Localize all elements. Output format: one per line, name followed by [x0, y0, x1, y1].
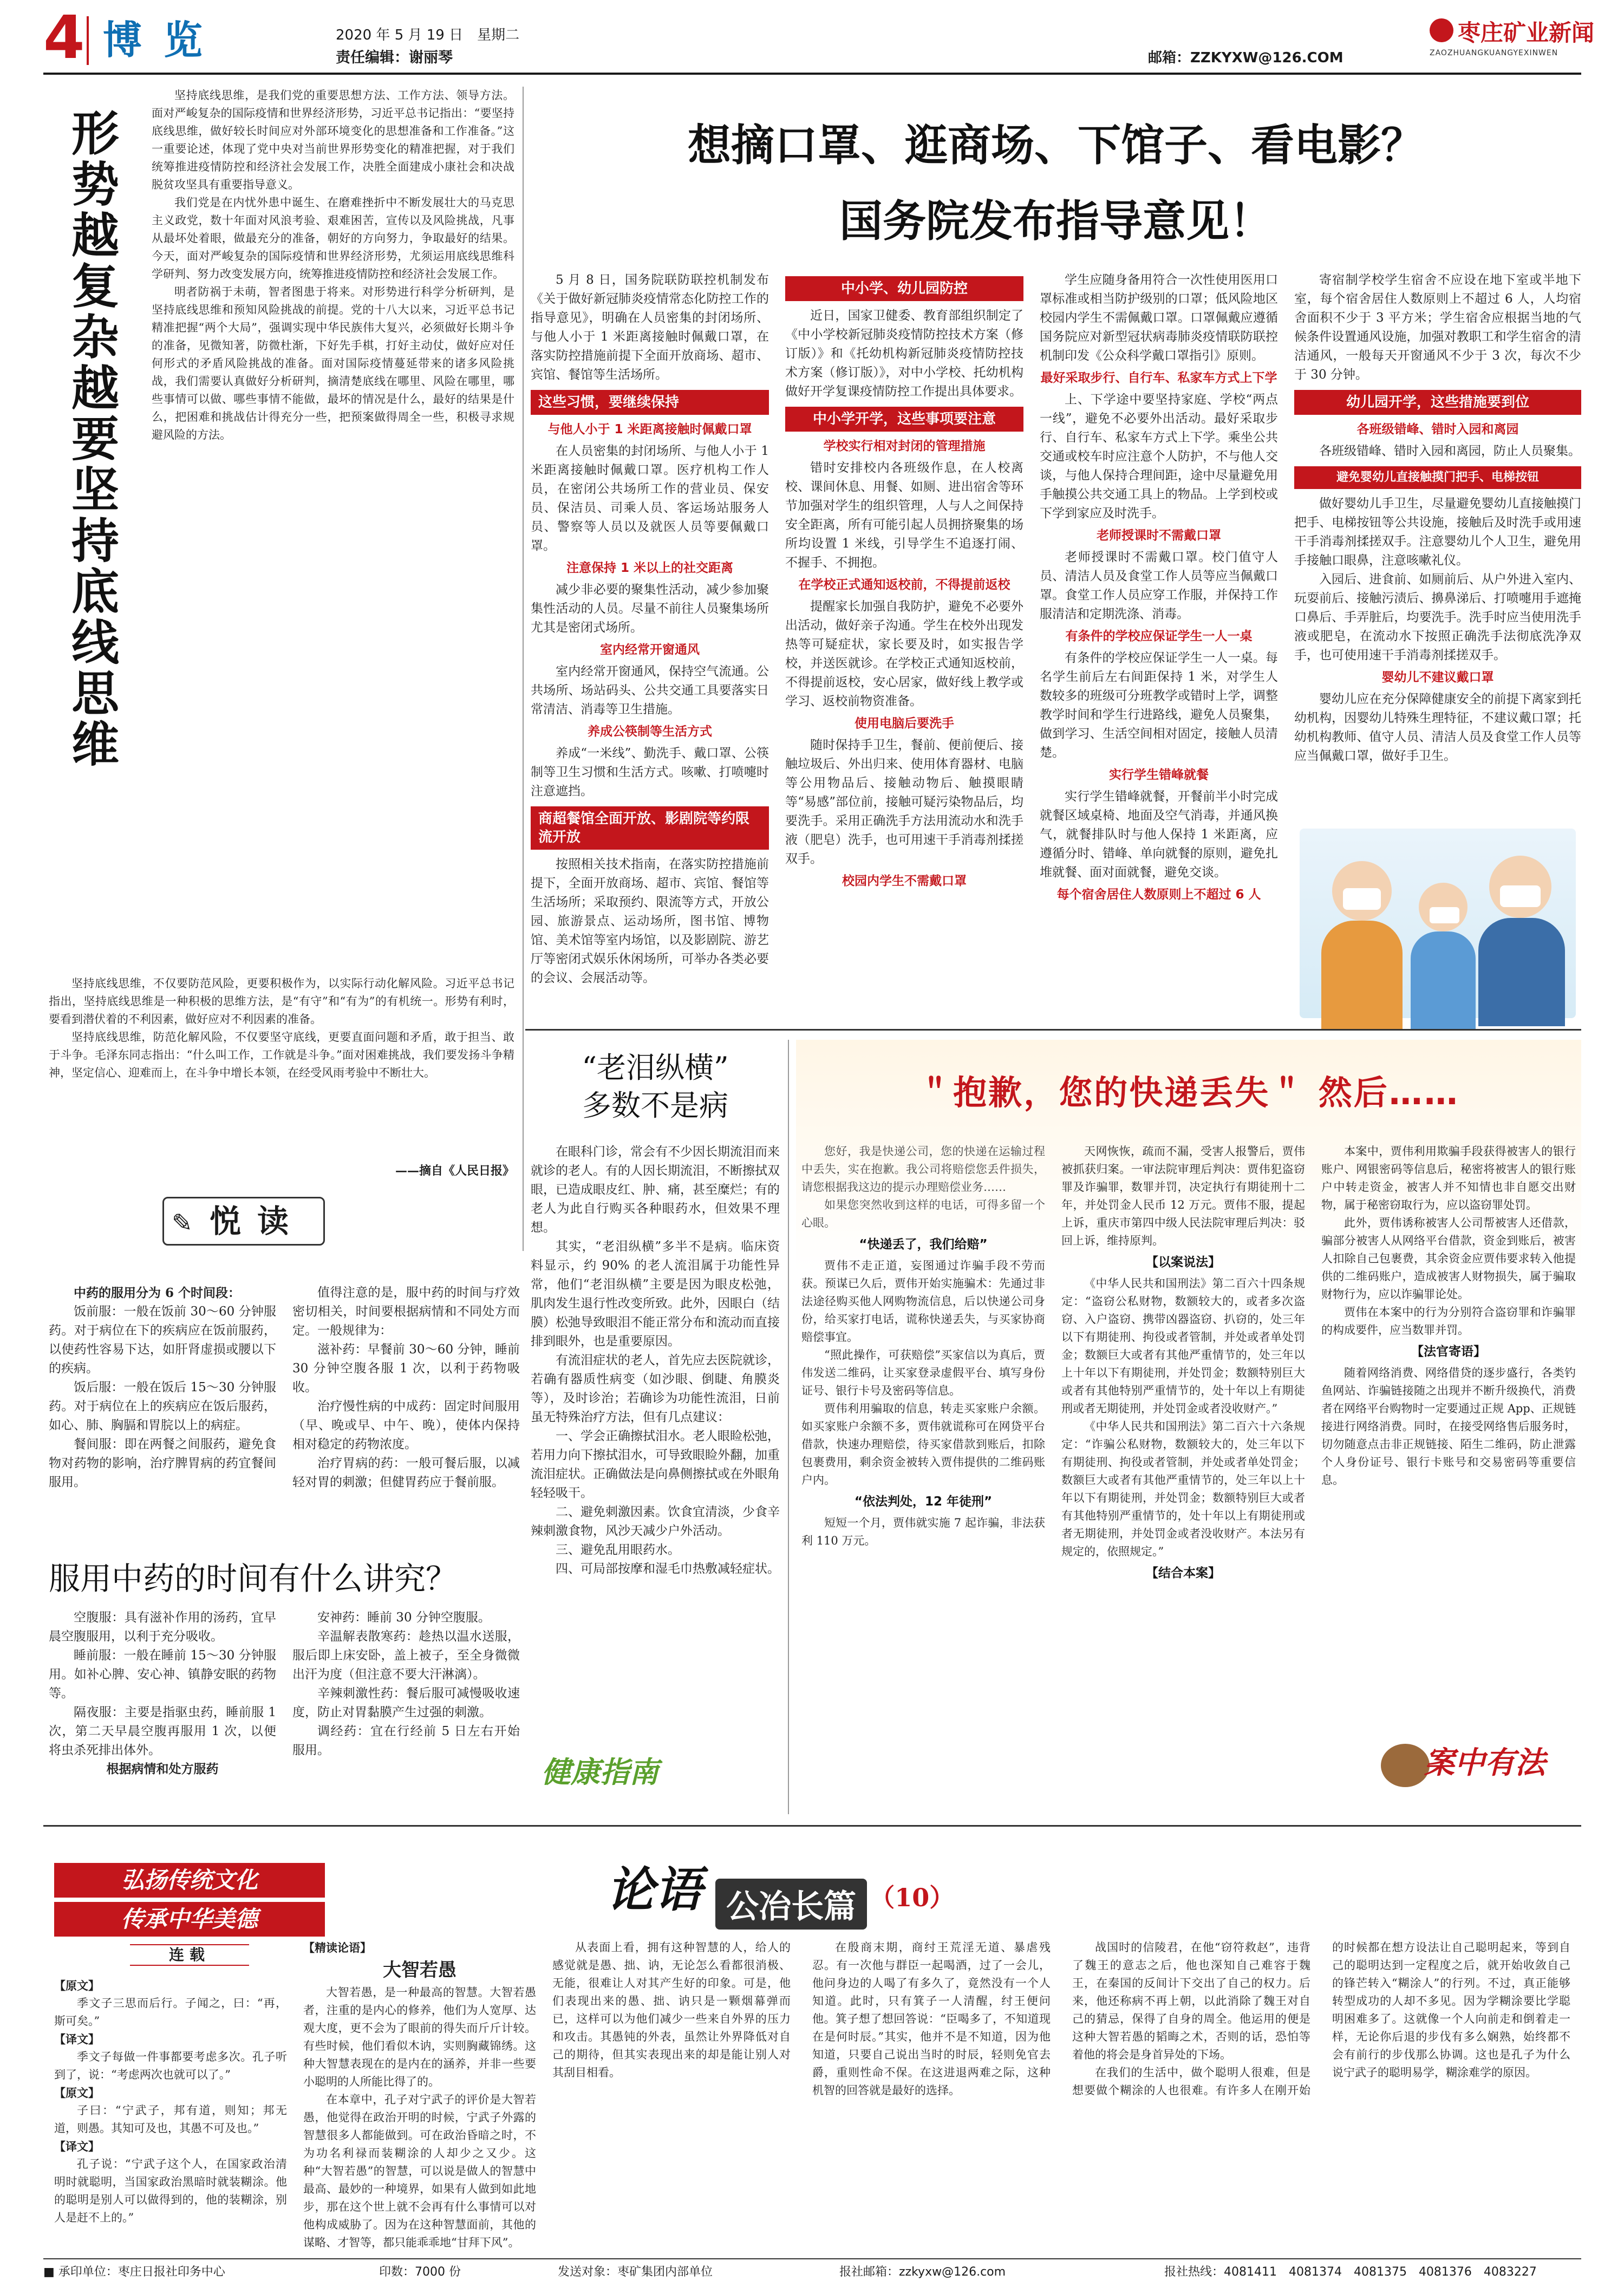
case-para: 此外，贾伟诱称被害人公司帮被害人还借款，骗部分被害人从网络平台借款，资金到账后，被害人扣除自己包裹费，其余资金应贾伟要求转入他提供的二维码账户，造成被害人财物损失，属于骗取财物行为，应以诈骗罪论处。: [1321, 1216, 1576, 1301]
lunyu-title: 论语 公冶长篇 （10）: [606, 1852, 954, 1912]
lunyu-para: 在殷商末期，商纣王荒淫无道、暴虐残忍。有一次他与群臣一起喝酒，过了一会儿，他问身边的人喝了有多久了，竟然没有一个人知道。此时，只有箕子一人清醒，纣王便问他。箕子想了想回答说：“臣喝多了，不知道现在是何时辰。”其实，他并不是不知道，因为他知道，只要自己说出当时的时辰，轻则免官去爵，重则性命不保。在这进退两难之际，这种机智的回答就是最好的选择。: [812, 1941, 1051, 2097]
tcm-para: 饭后服：一般在饭后 15～30 分钟服药。对于病位在上的疾病应在饭后服药，如心、肺、胸膈和胃脘以上的病症。: [49, 1380, 276, 1432]
case-para: 贾伟利用骗取的信息，转走买家账户余额。如买家账户余额不多，贾伟就谎称可在网贷平台借款，快速办理赔偿，待买家借款到账后，扣除包裹费用，剩余资金被转入贾伟提供的二维码账户内。: [801, 1402, 1045, 1487]
case-para: 随着网络消费、网络借贷的逐步盛行，各类钓鱼网站、诈骗链接随之出现并不断升级换代，消费者在网络平台购物时一定要通过正规 App、正规链接进行网络消费。同时，在接受网络售后服务时，切勿随意点击非正规链接、陌生二维码，防止泄露个人身份证号、银行卡账号和交易密码等重要信息。: [1321, 1366, 1576, 1487]
culture-badge: 弘扬传统文化 传承中华美德 连载: [54, 1863, 325, 1971]
main-para: 在人员密集的封闭场所、与他人小于 1 米距离接触时佩戴口罩。医疗机构工作人员，在密闭公共场所工作的营业员、保安员、保洁员、司乘人员、客运场站服务人员、警察等人员以及就医人员等要佩戴口罩。: [531, 444, 769, 553]
header-email: 邮箱：ZZKYXW@126.COM: [1148, 50, 1343, 66]
gavel-icon: [1381, 1744, 1430, 1787]
tcm-para: 滋补药：早餐前 30～60 分钟，睡前 30 分钟空腹各服 1 次，以利于药物吸收。: [292, 1342, 520, 1394]
lunyu-para: 季文子每做一件事都要考虑多次。孔子听到了，说：“考虑两次也就可以了。”: [54, 2050, 287, 2081]
tcm-para: 安神药：睡前 30 分钟空腹服。: [317, 1611, 491, 1625]
sub-heading: 学校实行相对封闭的管理措施: [823, 439, 986, 453]
health-article: [531, 1040, 780, 1814]
case-title: ＂抱歉，您的快递丢失＂ 然后……: [918, 1073, 1459, 1112]
case-para: 本案中，贾伟利用欺骗手段获得被害人的银行账户、网银密码等信息后，秘密将被害人的银行账户中转走资金，被害人并不知情也非自愿交出财物，属于秘密窃取行为，应以盗窃罪处罚。: [1321, 1145, 1576, 1211]
footer: [43, 2263, 1581, 2284]
main-para: 学生应随身备用符合一次性使用医用口罩标准或相当防护级别的口罩；低风险地区校园内学生不需佩戴口罩。口罩佩戴应遵循国务院应对新型冠状病毒肺炎疫情联防联控机制印发《公众科学戴口罩指引》原则。: [1040, 273, 1278, 363]
sub-heading: 在学校正式通知返校前，不得提前返校: [798, 578, 1010, 592]
tcm-para: 饭前服：一般在饭前 30～60 分钟服药。对于病位在下的疾病应在饭前服药，以使药性容易下达，如肝肾虚损或腰以下的疾病。: [49, 1305, 276, 1376]
main-para: 上、下学途中要坚持家庭、学校“两点一线”，避免不必要外出活动。最好采取步行、自行车、私家车方式上下学。乘坐公共交通或校车时应注意个人防护，不与他人交谈，与他人保持合理间距，途中尽量避免用手触摸公共交通工具上的物品。上学到校或下学到家应及时洗手。: [1040, 393, 1278, 520]
tcm-para: 辛温解表散寒药：趁热以温水送服，服后即上床安卧，盖上被子，至全身微微出汗为度（但注意不要大汗淋漓）。: [292, 1630, 520, 1682]
lunyu-label: 【原文】: [54, 2086, 100, 2100]
lunyu-para: 季文子三思而后行。子闻之，曰：“再，斯可矣。”: [54, 1997, 287, 2028]
case-para: 短短一个月，贾伟就实施 7 起诈骗，非法获利 110 万元。: [801, 1516, 1045, 1547]
health-para: 有流泪症状的老人，首先应去医院就诊，若确有器质性病变（如沙眼、倒睫、角膜炎等），及时诊治；若确诊为功能性流泪，日前虽无特殊治疗方法，但有几点建议：: [531, 1353, 780, 1424]
lunyu-label: 【译文】: [54, 2140, 100, 2153]
footer-recipients: 发送对象：枣矿集团内部单位: [558, 2265, 713, 2279]
tcm-para: 值得注意的是，服中药的时间与疗效密切相关，时间要根据病情和不同处方而定。一般规律为：: [292, 1286, 520, 1338]
editor-name: 谢丽琴: [409, 49, 453, 66]
tcm-para: 隔夜服：主要是指驱虫药，睡前服 1 次，第二天早晨空腹再服用 1 次，以便将虫杀死排出体外。: [49, 1705, 276, 1757]
main-para: 随时保持手卫生，餐前、便前便后、接触垃圾后、外出归来、使用体育器材、电脑等公用物品后、接触动物后、触摸眼睛等“易感”部位前，接触可疑污染物品后，均要洗手。采用正确洗手方法用流动水和洗手液（肥皂）洗手，也可用速干手消毒剂揉搓双手。: [785, 738, 1023, 866]
health-para: 其实，“老泪纵横”多半不是病。临床资料显示，约 90% 的老人流泪属于功能性异常，他们“老泪纵横”主要是因为眼皮松弛，肌肉发生退行性改变所致。此外，因眼白（结膜）松弛导致眼泪不能正常分布和流动而直接排到眼外，也是重要原因。: [531, 1240, 780, 1348]
footer-copies: 印数：7000 份: [379, 2265, 461, 2279]
sub-heading: 注意保持 1 米以上的社交距离: [566, 561, 734, 575]
lunyu-para: 从表面上看，拥有这种智慧的人，给人的感觉就是愚、拙、讷，无论怎么看都很消极、无能，很难让人对其产生好的印象。可是，他们表现出来的愚、拙、讷只是一颗烟幕弹而已，这样可以为他们减少一些来自外界的压力和攻击。其愚钝的外表，虽然让外界降低对自己的期待，但其实表现出来的却是能让别人对其刮目相看。: [552, 1941, 791, 2079]
case-para: 贾伟不走正道，妄图通过诈骗手段不劳而获。预谋已久后，贾伟开始实施骗术：先通过非法途径购买他人网购物流信息，后以快递公司身份，给买家打电话，谎称快递丢失，与买家协商赔偿事宜。: [801, 1259, 1045, 1344]
case-para: 《中华人民共和国刑法》第二百六十六条规定：“诈骗公私财物，数额较大的，处三年以下有期徒刑、拘役或者管制，并处或者单处罚金；数额巨大或者有其他严重情节的，处三年以上十年以下有期徒刑，并处罚金；数额特别巨大或者有其他特别严重情节的，处十年以上有期徒刑或者无期徒刑，并处罚金或者没收财产。本法另有规定的，依照规定。”: [1061, 1420, 1305, 1558]
health-title-1: “老泪纵横”: [582, 1051, 729, 1085]
case-subhead: 【法官寄语】: [1411, 1345, 1486, 1359]
tcm-para: 治疗慢性病的中成药：固定时间服用（早、晚或早、中午、晚），使体内保持相对稳定的药物浓度。: [292, 1399, 520, 1451]
logo-title: 枣庄矿业新闻: [1458, 19, 1595, 46]
paper-logo: [1430, 13, 1595, 67]
book-icon: ✎: [172, 1208, 193, 1237]
main-para: 有条件的学校应保证学生一人一桌。每名学生前后左右间距保持 1 米，对学生人数较多的班级可分班教学或错时上学，调整教学时间和学生行进路线，避免人员聚集，做到学习、生活空间相对固定，接触人员清楚。: [1040, 651, 1278, 760]
main-article: [531, 87, 1581, 1024]
case-subhead: “依法判处，12 年徒刑”: [854, 1495, 993, 1509]
left-article: [49, 87, 520, 1181]
sub-heading: 实行学生错峰就餐: [1109, 768, 1209, 782]
main-para: 老师授课时不需戴口罩。校门值守人员、清洁人员及食堂工作人员等应当佩戴口罩。食堂工作人员应穿工作服，并保持工作服清洁和定期洗涤、消毒。: [1040, 550, 1278, 621]
lunyu-para: 孔子说：“宁武子这个人，在国家政治清明时就聪明，当国家政治黑暗时就装糊涂。他的聪明是别人可以做得到的，他的装糊涂，别人是赶不上的。”: [54, 2158, 287, 2224]
section-bar: 中小学、幼儿园防控: [785, 276, 1023, 301]
sub-heading: 室内经常开窗通风: [600, 643, 700, 657]
case-intro: 如果您突然收到这样的电话，可得多留一个心眼。: [801, 1198, 1045, 1229]
main-para: 室内经常开窗通风，保持空气流通。公共场所、场站码头、公共交通工具要落实日常清洁、消毒等卫生措施。: [531, 664, 769, 716]
main-para: 错时安排校内各班级作息，在人校离校、课间休息、用餐、如厕、进出宿舍等环节加强对学生的组织管理，人与人之间保持安全距离，所有可能引起人员拥挤聚集的场所均设置 1 米线，引导学生不追逐打闹、不握手、不拥抱。: [785, 461, 1023, 570]
health-title-2: 多数不是病: [582, 1089, 728, 1123]
health-para: 在眼科门诊，常会有不少因长期流泪而来就诊的老人。有的人因长期流泪，不断擦拭双眼，已造成眼皮红、肿、痛，甚至糜烂；有的老人为此自行购买各种眼药水，但效果不理想。: [531, 1145, 780, 1235]
tcm-para: 睡前服：一般在睡前 15～30 分钟服用。如补心脾、安心神、镇静安眠的药物等。: [49, 1648, 276, 1700]
sub-heading: 养成公筷制等生活方式: [588, 725, 712, 739]
case-law-badge: 案中有法: [1381, 1733, 1565, 1793]
main-para: 做好婴幼儿手卫生，尽量避免婴幼儿直接触摸门把手、电梯按钮等公共设施，接触后及时洗手或用速干手消毒剂揉搓双手。注意婴幼儿个人卫生，避免用手接触口眼鼻，注意咳嗽礼仪。: [1294, 497, 1581, 568]
left-para: 我们党是在内忧外患中诞生、在磨难挫折中不断发展壮大的马克思主义政党，数十年面对风浪考验、艰难困苦，宣传以及风险挑战，凡事从最坏处着眼，做最充分的准备，朝好的方向努力，争取最好的结果。今天，面对严峻复杂的国际疫情和世界经济形势，尤须运用底线思维科学研判、努力改变发展方向，统筹推进疫情防控和经济社会发展工作。: [152, 196, 514, 281]
left-para: 坚持底线思维，不仅要防范风险，更要积极作为，以实际行动化解风险。习近平总书记指出，坚持底线思维是一种积极的思维方法，是“有守”和“有为”的有机统一。形势有利时，要看到潜伏着的不利因素，做好应对不利因素的准备。: [49, 977, 514, 1026]
footer-hotline: 报社热线：4081411 4081374 4081375 4081376 4083227: [1164, 2265, 1537, 2279]
lunyu-section: [43, 1830, 1581, 2247]
main-para: 提醒家长加强自我防护，避免不必要外出活动，做好亲子沟通。学生在校外出现发热等可疑症状，家长要及时，如实报告学校，并送医就诊。在学校正式通知返校前，不得提前返校，安心居家，做好线上教学或学习、返校前物资准备。: [785, 599, 1023, 708]
lunyu-label: 【译文】: [54, 2032, 100, 2046]
page-name: 博览: [103, 17, 225, 63]
sub-heading: 每个宿舍居住人数原则上不超过 6 人: [1056, 888, 1261, 902]
main-title-2: 国务院发布指导意见！: [839, 195, 1273, 246]
health-para: 四、可局部按摩和湿毛巾热敷减轻症状。: [556, 1562, 780, 1576]
section-bar: 商超餐馆全面开放、影剧院等约限流开放: [531, 806, 769, 850]
page-number: 4: [43, 3, 85, 72]
lunyu-subtitle: 大智若愚: [383, 1959, 456, 1981]
tcm-article: [49, 1278, 525, 1830]
section-bar: 幼儿园开学，这些措施要到位: [1294, 390, 1581, 415]
logo-emblem-icon: [1430, 18, 1453, 42]
sub-heading: 使用电脑后要洗手: [855, 716, 954, 731]
lunyu-para: 在我们的生活中，做个聪明人很难，但是想要做个糊涂的人也很难。有许多人在刚开始的时候都在想方设法让自己聪明起来，等到自己的聪明达到一定程度之后，就开始收敛自己的锋芒转入“糊涂人”的行列。不过，真正能够转型成功的人却不多见。因为学糊涂要比学聪明困难多了。这就像一个人向前走和倒着走一样，无论你后退的步伐有多么娴熟，始终都不会有前行的步伐那么协调。这也是孔子为什么说宁武子的聪明易学，糊涂难学的原因。: [1072, 1941, 1570, 2097]
main-para: 减少非必要的聚集性活动，减少参加聚集性活动的人员。尽量不前往人员聚集场所尤其是密闭式场所。: [531, 583, 769, 635]
sub-heading: 与他人小于 1 米距离接触时佩戴口罩: [547, 422, 752, 436]
case-para: 天网恢恢，疏而不漏，受害人报警后，贾伟被抓获归案。一审法院审理后判决：贾伟犯盗窃罪及诈骗罪，数罪并罚，决定执行有期徒刑十二年，并处罚金人民币 12 万元。贾伟不服，提起上诉，重庆市第四中级人民法院审理后判决：驳回上诉，维持原判。: [1061, 1145, 1305, 1247]
lunyu-para: 在本章中，孔子对宁武子的评价是大智若愚，他觉得在政治开明的时候，宁武子外露的智慧很多人都能做到。可在政治昏暗之时，不为功名利禄而装糊涂的人却少之又少。这种“大智若愚”的智慧，可以说是做人的智慧中最高、最妙的一种境界，如果有人做到如此地步，那在这个世上就不会再有什么事情可以对他构成威胁了。因为在这种智慧面前，其他的谋略、才智等，都只能乖乖地“甘拜下风”。: [303, 2093, 536, 2249]
footer-printer: ■ 承印单位：枣庄日报社印务中心: [43, 2265, 225, 2279]
tcm-para: 辛辣刺激性药：餐后服可减慢吸收速度，防止对胃黏膜产生过强的刺激。: [292, 1686, 520, 1719]
main-para: 寄宿制学校学生宿舍不应设在地下室或半地下室，每个宿舍居住人数原则上不超过 6 人，人均宿舍面积不少于 3 平方米；学生宿舍应根据当地的气候条件设置通风设施，加强对教职工和学生宿舍的清洁通风，一般每天开窗通风不少于 3 次，每次不少于 30 分钟。: [1294, 273, 1581, 382]
left-para: 坚持底线思维，防范化解风险，不仅要坚守底线，更要直面问题和矛盾，敢于担当、敢于斗争。毛泽东同志指出：“什么叫工作，工作就是斗争。”面对困难挑战，我们要发扬斗争精神，坚定信心、迎难而上，在斗争中增长本领，在经受风雨考验中不断壮大。: [49, 1031, 514, 1079]
case-article: [796, 1040, 1581, 1814]
left-source: ——摘自《人民日报》: [395, 1164, 514, 1178]
main-para: 按照相关技术指南，在落实防控措施前提下，全面开放商场、超市、宾馆、餐馆等生活场所；采取预约、限流等方式，开放公园、旅游景点、运动场所，图书馆、博物馆、美术馆等室内场馆，以及影剧院、游艺厅等密闭式娱乐休闲场所，可举办各类必要的会议、会展活动等。: [531, 857, 769, 985]
tcm-para: 空腹服：具有滋补作用的汤药，宜早晨空腹服用，以利于充分吸收。: [49, 1611, 276, 1644]
main-para: 实行学生错峰就餐，开餐前半小时完成就餐区域桌椅、地面及空气消毒，并通风换气，就餐排队时与他人保持 1 米距离，应遵循分时、错峰、单向就餐的原则，避免扎堆就餐、面对面就餐，避免交谈。: [1040, 790, 1278, 879]
main-para: 养成“一米线”、勤洗手、戴口罩、公筷制等卫生习惯和生活方式。咳嗽、打喷嚏时注意遮挡。: [531, 746, 769, 798]
tcm-subhead: 根据病情和处方服药: [106, 1762, 219, 1776]
sub-heading: 有条件的学校应保证学生一人一桌: [1065, 629, 1253, 643]
article-title: 形势越复杂越要坚持底线思维: [64, 108, 120, 770]
main-para: 婴幼儿应在充分保障健康安全的前提下离家到托幼机构，因婴幼儿特殊生理特征，不建议戴口罩；托幼机构教师、值守人员、清洁人员及食堂工作人员等应当佩戴口罩，做好手卫生。: [1294, 692, 1581, 763]
tcm-para: 治疗胃病的药：一般可餐后服，以减轻对胃的刺激；但健胃药应于餐前服。: [292, 1456, 520, 1489]
lunyu-para: 战国时的信陵君，在他“窃符救赵”，违背了魏王的意志之后，他也深知自己难容于魏王，在秦国的反间计下交出了自己的权力。后来，他还称病不再上朝，以此消除了魏王对自己的猜忌，保得了自身的周全。他运用的便是这种大智若愚的韬晦之术，否则的话，恐怕等着他的将会是身首异处的下场。: [1072, 1941, 1310, 2061]
tcm-para: 餐间服：即在两餐之间服药，避免食物对药物的影响，治疗脾胃病的药宜餐间服用。: [49, 1437, 276, 1489]
section-bar: 避免婴幼儿直接触摸门把手、电梯按钮: [1294, 466, 1581, 489]
lunyu-para: 大智若愚，是一种最高的智慧。大智若愚者，注重的是内心的修养，他们为人宽厚、达观大度，更不会为了眼前的得失而斤斤计较。有些时候，他们看似木讷，实则胸藏锦绣。这种大智慧表现在的是内在的涵养，并非一些要小聪明的人所能比得了的。: [303, 1986, 536, 2088]
lunyu-para: 子曰：“宁武子，邦有道，则知；邦无道，则愚。其知可及也，其愚不可及也。”: [54, 2104, 287, 2135]
section-bar: 中小学开学，这些事项要注意: [785, 407, 1023, 432]
case-subhead: 【以案说法】: [1146, 1255, 1221, 1269]
case-intro: 您好，我是快递公司，您的快递在运输过程中丢失，实在抱歉。我公司将赔偿您丢件损失，请您根据我这边的提示办理赔偿业务……: [801, 1145, 1045, 1194]
tcm-para: 中药的服用分为 6 个时间段：: [74, 1286, 241, 1300]
read-badge: ✎ 悦读: [162, 1197, 325, 1246]
sub-heading: 老师授课时不需戴口罩: [1097, 529, 1221, 543]
main-para: 各班级错峰、错时入园和离园，防止人员聚集。: [1319, 444, 1581, 458]
main-para: 5 月 8 日，国务院联防联控机制发布《关于做好新冠肺炎疫情常态化防控工作的指导意见》，明确在人员密集的封闭场所、与他人小于 1 米距离接触时佩戴口罩，在落实防控措施前提下全面开放商场、超市、宾馆、餐馆等生活场所。: [531, 273, 769, 382]
left-para: 明者防祸于未萌，智者图患于将来。对形势进行科学分析研判，是坚持底线思维和预知风险挑战的前提。党的十八大以来，习近平总书记精准把握“两个大局”，强调实现中华民族伟大复兴，必须做好长期斗争的准备，见微知著，防微杜渐，下好先手棋，打好主动仗，做好应对任何形式的矛盾风险挑战的准备。面对国际疫情蔓延带来的诸多风险挑战，我们需要认真做好分析研判，摘清楚底线在哪里、风险在哪里，哪些事情可以做、哪些事情不能做，最坏的情况是什么，最好的结果是什么，把困难和挑战估计得充分一些，把预案做得周全一些，积极寻求规避风险的方法。: [152, 285, 514, 441]
main-para: 入园后、进食前、如厕前后、从户外进入室内、玩耍前后、接触污渍后、擤鼻涕后、打喷嚏用手遮掩口鼻后、手弄脏后，均要洗手。洗手时应当使用洗手液或肥皂，在流动水下按照正确洗手法彻底洗净双手，也可使用速干手消毒剂揉搓双手。: [1294, 572, 1581, 662]
sub-heading: 各班级错峰、错时入园和离园: [1356, 422, 1519, 436]
family-mask-illustration: [1300, 829, 1576, 1018]
health-guide-label: 健康指南: [542, 1755, 658, 1789]
main-title-1: 想摘口罩、逛商场、下馆子、看电影？: [688, 120, 1424, 171]
footer-email: 报社邮箱：zzkyxw@126.com: [839, 2265, 1006, 2279]
masthead: [43, 3, 1595, 72]
issue-date: 2020 年 5 月 19 日: [336, 27, 464, 43]
health-para: 二、避免刺激因素。饮食宜清淡，少食辛辣刺激食物，风沙天减少户外活动。: [531, 1505, 780, 1538]
case-para: 《中华人民共和国刑法》第二百六十四条规定：“盗窃公私财物，数额较大的，或者多次盗窃、入户盗窃、携带凶器盗窃、扒窃的，处三年以下有期徒刑、拘役或者管制，并处或者单处罚金；数额巨大或者有其他严重情节的，处三年以上十年以下有期徒刑，并处罚金；数额特别巨大或者有其他特别严重情节的，处十年以上有期徒刑或者无期徒刑，并处罚金或者没收财产。”: [1061, 1277, 1305, 1415]
health-para: 一、学会正确擦拭泪水。老人眼睑松弛，若用力向下擦拭泪水，可导致眼睑外翻，加重流泪症状。正确做法是向鼻侧擦拭或在外眼角轻轻吸干。: [531, 1429, 780, 1500]
tcm-title: 服用中药的时间有什么讲究？: [49, 1560, 458, 1597]
section-bar: 这些习惯，要继续保持: [531, 390, 769, 415]
case-para: “照此操作，可获赔偿”买家信以为真后，贾伟发送二维码，让买家登录虚假平台、填写身份证号、银行卡号及密码等信息。: [801, 1348, 1045, 1397]
sub-heading: 最好采取步行、自行车、私家车方式上下学: [1040, 371, 1277, 385]
issue-weekday: 星期二: [477, 27, 520, 43]
case-para: 贾伟在本案中的行为分别符合盗窃罪和诈骗罪的构成要件，应当数罪并罚。: [1321, 1306, 1576, 1337]
lunyu-label: 【原文】: [54, 1979, 100, 1992]
sub-heading: 校园内学生不需戴口罩: [842, 874, 967, 888]
health-para: 三、避免乱用眼药水。: [556, 1543, 680, 1557]
logo-pinyin: ZAOZHUANGKUANGYEXINWEN: [1430, 49, 1558, 57]
main-para: 近日，国家卫健委、教育部组织制定了《中小学校新冠肺炎疫情防控技术方案（修订版）》和《托幼机构新冠肺炎疫情防控技术方案（修订版）》，对中小学校、托幼机构做好开学复课疫情防控工作提出具体要求。: [785, 309, 1023, 399]
tcm-para: 调经药：宜在行经前 5 日左右开始服用。: [292, 1724, 520, 1757]
left-para: 坚持底线思维，是我们党的重要思想方法、工作方法、领导方法。面对严峻复杂的国际疫情和世界经济形势，习近平总书记指出：“要坚持底线思维，做好较长时间应对外部环境变化的思想准备和工作准备。”这一重要论述，体现了党中央对当前世界形势变化的精准把握，对于我们统筹推进疫情防控和经济社会发展工作，决胜全面建成小康社会和决战脱贫攻坚具有重要指导意义。: [152, 89, 514, 191]
sub-heading: 婴幼儿不建议戴口罩: [1381, 670, 1494, 685]
case-subhead: “快递丢了，我们给赔”: [859, 1237, 988, 1252]
editor-label: 责任编辑：: [336, 49, 409, 66]
case-subhead: 【结合本案】: [1146, 1566, 1221, 1580]
lunyu-label: 【精读论语】: [303, 1941, 371, 1954]
